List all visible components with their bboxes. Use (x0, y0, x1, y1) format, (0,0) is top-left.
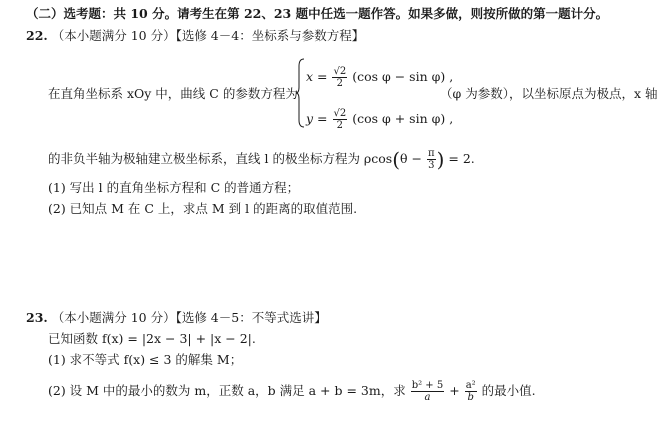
q23-part1: (1) 求不等式 f(x) ≤ 3 的解集 M； (48, 352, 243, 367)
pi-den: 3 (428, 160, 435, 171)
param-note: （φ 为参数），以坐标原点为极点，x 轴 (440, 86, 658, 101)
eq2-num: √2 (333, 108, 347, 119)
eq1-lhs: x = (306, 69, 328, 84)
eq2-den: 2 (336, 120, 344, 131)
eq1-num: √2 (333, 66, 347, 77)
part2-a: (2) 设 M 中的最小的数为 m，正数 a，b 满足 a + b = 3m，求 (48, 383, 406, 398)
q22-title (26, 28, 364, 44)
q23-meta: （本小题满分 10 分）【选修 4－5：不等式选讲】 (51, 310, 327, 325)
eq2-rhs: (cos φ + sin φ) , (352, 111, 454, 126)
part2-b: 的最小值. (481, 383, 536, 398)
equation-x (306, 66, 453, 89)
eq1-den: 2 (336, 78, 344, 89)
eq2-lhs: y = (306, 111, 328, 126)
plus-sign: + (449, 383, 460, 398)
line2-b: = 2. (448, 151, 475, 166)
frac2 (465, 380, 477, 403)
system-brace (295, 58, 305, 128)
line2-theta: θ − (400, 151, 423, 166)
pi-num: π (428, 148, 435, 159)
frac2-num: a² (465, 380, 476, 391)
q22-part1: (1) 写出 l 的直角坐标方程和 C 的普通方程； (48, 180, 300, 195)
q23-number: 23. (26, 310, 48, 325)
q23-title (26, 310, 327, 326)
q22-part2: (2) 已知点 M 在 C 上，求点 M 到 l 的距离的取值范围. (48, 201, 358, 216)
q22-intro: 在直角坐标系 xOy 中，曲线 C 的参数方程为 (48, 86, 298, 101)
q22-line2 (48, 148, 475, 171)
equation-y (306, 108, 453, 131)
pi-fraction (427, 148, 436, 171)
q22-meta: （本小题满分 10 分）【选修 4－4：坐标系与参数方程】 (51, 28, 365, 43)
frac1-den: a (424, 392, 431, 403)
section-header: （二）选考题：共 10 分。请考生在第 22、23 题中任选一题作答。如果多做，则按所做的第一题计分。 (26, 6, 609, 21)
frac1 (411, 380, 445, 403)
eq1-rhs: (cos φ − sin φ) , (352, 69, 454, 84)
paren-left: ( (392, 147, 401, 172)
line2-a: 的非负半轴为极轴建立极坐标系，直线 l 的极坐标方程为 ρcos (48, 151, 393, 166)
frac1-num: b² + 5 (411, 380, 444, 391)
q22-number: 22. (26, 28, 48, 43)
eq1-fraction (332, 66, 347, 89)
paren-right: ) (436, 147, 445, 172)
eq2-fraction (333, 108, 348, 131)
q23-part2 (48, 380, 536, 403)
frac2-den: b (467, 392, 474, 403)
q23-given: 已知函数 f(x) = |2x − 3| + |x − 2|. (48, 331, 256, 346)
